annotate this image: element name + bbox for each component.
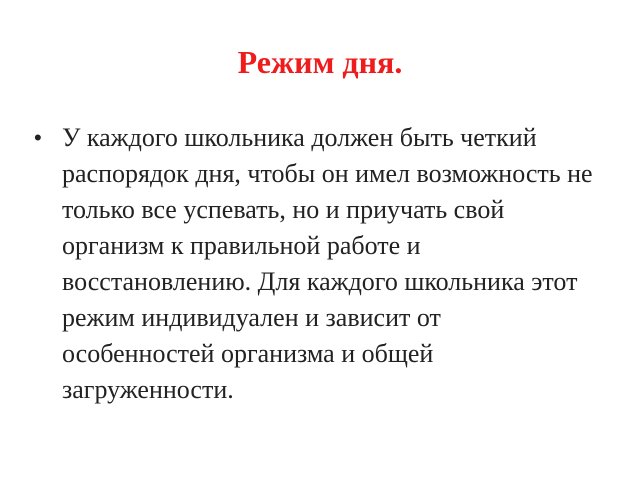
bullet-list <box>34 120 594 408</box>
bullet-item <box>34 120 594 408</box>
slide-title: Режим дня. <box>237 44 403 80</box>
bullet-text: У каждого школьника должен быть четкий распорядок дня, чтобы он имел возможность не только все успевать, но и приучать свой организм к правильной работе и восстановлению. Для каждого школьника этот режим индивидуален и зависит от особенностей организма и общей загруженности. <box>62 123 593 404</box>
bullet-marker: • <box>34 125 42 150</box>
